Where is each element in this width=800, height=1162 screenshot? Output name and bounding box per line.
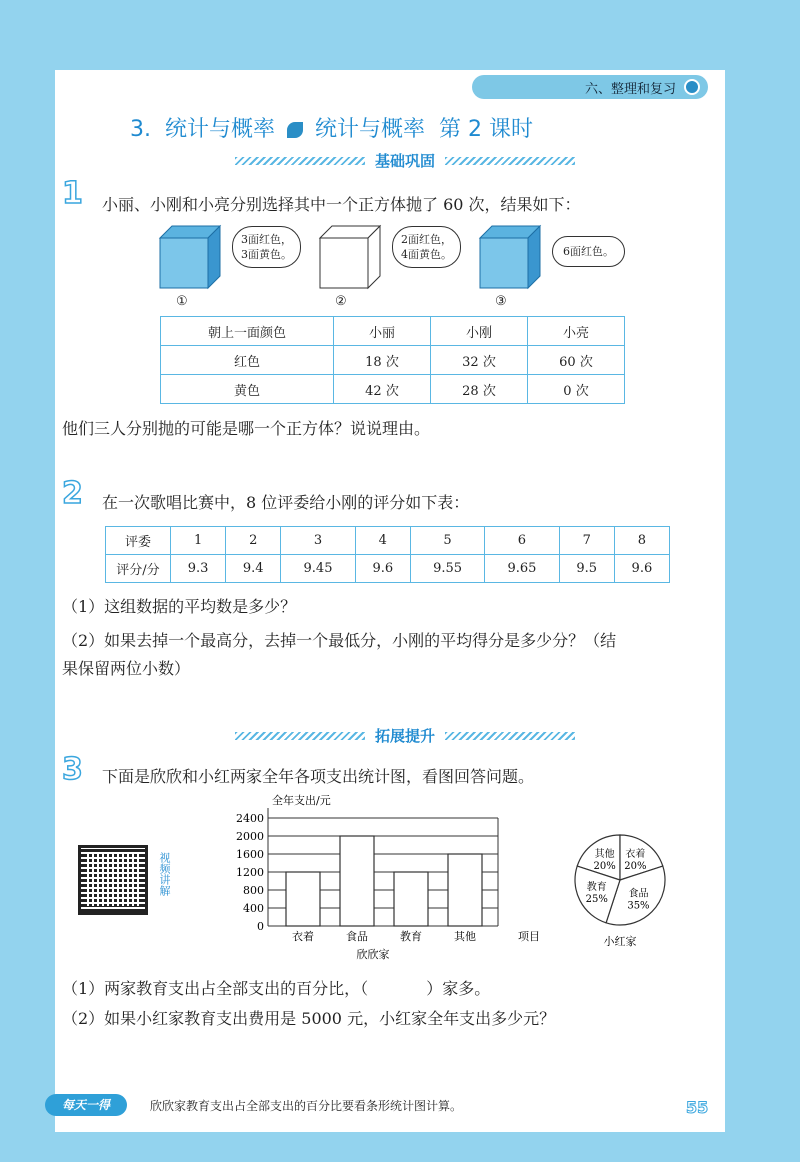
- bar: [340, 836, 374, 926]
- table-cell: 2: [226, 527, 281, 555]
- pie-slice-pct: 20%: [593, 860, 616, 872]
- cube-3-label: ③: [495, 294, 507, 309]
- table-header-row: [161, 317, 625, 346]
- table-row-scores: [106, 555, 670, 583]
- chapter-tab: [472, 75, 708, 99]
- table-cell: 28 次: [431, 375, 528, 404]
- footer-tip: 欣欣家教育支出占全部支出的百分比要看条形统计图计算。: [150, 1099, 463, 1113]
- table-cell: 9.55: [410, 555, 484, 583]
- divider-left: [235, 732, 365, 740]
- table-cell: 4: [355, 527, 410, 555]
- qr-label: 视频讲解: [158, 852, 171, 896]
- pie-slice-pct: 35%: [627, 900, 650, 912]
- divider-right: [445, 732, 575, 740]
- title-subtopic: 统计与概率: [315, 117, 426, 142]
- table-cell: 7: [559, 527, 614, 555]
- question-3-sub1-tail: ）家多。: [426, 979, 491, 998]
- table-cell: 9.6: [614, 555, 669, 583]
- section-basic: [225, 150, 585, 171]
- section-basic-label: 基础巩固: [375, 152, 436, 170]
- cube-1-bubble: [232, 226, 301, 268]
- table-cell: 9.6: [355, 555, 410, 583]
- cube-1: [158, 224, 222, 290]
- question-1-text: 小丽、小刚和小亮分别选择其中一个正方体抛了 60 次，结果如下：: [102, 195, 581, 214]
- table-cell: 红色: [161, 346, 334, 375]
- question-3-sub1-text: （1）两家教育支出占全部支出的百分比，（: [62, 979, 369, 998]
- table-row-judges: [106, 527, 670, 555]
- y-axis-label: 全年支出/元: [272, 794, 331, 807]
- divider-right: [445, 157, 575, 165]
- table-scores: [105, 526, 670, 583]
- y-tick-label: 0: [257, 920, 264, 933]
- x-tick-label: 食品: [346, 930, 368, 943]
- bar: [394, 872, 428, 926]
- cube-3-bubble: [552, 236, 625, 267]
- table-cube-results: [160, 316, 625, 404]
- bubble-line: 2面红色，: [401, 233, 452, 246]
- table-cell: 18 次: [334, 346, 431, 375]
- table-cell: 5: [410, 527, 484, 555]
- question-2-sub1: （1）这组数据的平均数是多少？: [62, 597, 297, 616]
- bubble-line: 3面红色，: [241, 233, 292, 246]
- pie-slice-pct: 20%: [624, 860, 647, 872]
- y-tick-label: 400: [243, 902, 264, 915]
- cube-2-label: ②: [335, 294, 347, 309]
- bar: [448, 854, 482, 926]
- table-cell: 小丽: [334, 317, 431, 346]
- pie-slice-label: 食品: [628, 888, 649, 900]
- cube-2: [318, 224, 382, 290]
- section-extend-label: 拓展提升: [375, 727, 436, 745]
- question-2-sub2: （2）如果去掉一个最高分，去掉一个最低分，小刚的平均得分是多少分？（结: [62, 631, 617, 650]
- table-cell: 0 次: [528, 375, 625, 404]
- question-2-sub2-cont: 果保留两位小数）: [62, 659, 191, 678]
- page-title: [130, 112, 690, 143]
- table-cell: 小刚: [431, 317, 528, 346]
- table-cell: 9.3: [171, 555, 226, 583]
- question-2-text: 在一次歌唱比赛中，8 位评委给小刚的评分如下表：: [102, 493, 470, 512]
- divider-left: [235, 157, 365, 165]
- x-axis-label: 项目: [518, 930, 540, 943]
- table-cell: 9.45: [281, 555, 355, 583]
- table-cell: 朝上一面颜色: [161, 317, 334, 346]
- table-cell: 评分/分: [106, 555, 171, 583]
- question-2-number: 2: [62, 476, 83, 511]
- table-cell: 小亮: [528, 317, 625, 346]
- pie-caption: 小红家: [603, 935, 637, 948]
- question-3-number: 3: [62, 752, 83, 787]
- title-lesson: 第 2 课时: [439, 117, 534, 142]
- chart-caption: 欣欣家: [356, 948, 390, 961]
- y-tick-label: 1200: [236, 866, 264, 879]
- y-tick-label: 2400: [236, 812, 264, 825]
- x-tick-label: 教育: [400, 930, 422, 943]
- table-cell: 1: [171, 527, 226, 555]
- chapter-label: 六、整理和复习: [584, 81, 676, 97]
- table-cell: 32 次: [431, 346, 528, 375]
- page-number: 55: [686, 1098, 709, 1117]
- bar-chart: [220, 786, 540, 966]
- pie-slice-label: 衣着: [625, 848, 646, 860]
- question-3-text: 下面是欣欣和小红两家全年各项支出统计图，看图回答问题。: [102, 767, 535, 786]
- table-cell: 黄色: [161, 375, 334, 404]
- question-3-sub2: （2）如果小红家教育支出费用是 5000 元，小红家全年支出多少元？: [62, 1009, 556, 1028]
- pie-chart: [565, 830, 705, 965]
- footer-badge: 每天一得: [45, 1094, 127, 1116]
- table-row: [161, 346, 625, 375]
- pie-slice-pct: 25%: [585, 893, 608, 905]
- pie-slice-label: 其他: [594, 848, 615, 860]
- y-tick-label: 800: [243, 884, 264, 897]
- x-tick-label: 衣着: [292, 930, 314, 943]
- qr-code[interactable]: [78, 845, 148, 915]
- table-cell: 8: [614, 527, 669, 555]
- question-1-number: 1: [62, 176, 83, 211]
- table-cell: 9.5: [559, 555, 614, 583]
- table-row: [161, 375, 625, 404]
- table-cell: 3: [281, 527, 355, 555]
- table-cell: 42 次: [334, 375, 431, 404]
- table-cell: 评委: [106, 527, 171, 555]
- chapter-dot-icon: [684, 79, 700, 95]
- title-topic: 统计与概率: [165, 117, 276, 142]
- title-number: 3.: [130, 117, 151, 142]
- leaf-icon: [287, 122, 303, 138]
- y-tick-label: 2000: [236, 830, 264, 843]
- pie-slice-label: 教育: [586, 881, 607, 893]
- section-extend: [225, 725, 585, 746]
- bubble-line: 6面红色。: [563, 245, 614, 258]
- question-1-ask: 他们三人分别抛的可能是哪一个正方体？说说理由。: [62, 419, 431, 438]
- cube-3: [478, 224, 542, 290]
- table-cell: 9.65: [485, 555, 559, 583]
- x-tick-label: 其他: [454, 930, 476, 943]
- bubble-line: 4面黄色。: [401, 248, 452, 261]
- bubble-line: 3面黄色。: [241, 248, 292, 261]
- table-cell: 60 次: [528, 346, 625, 375]
- cube-1-label: ①: [176, 294, 188, 309]
- bar: [286, 872, 320, 926]
- cube-2-bubble: [392, 226, 461, 268]
- question-3-sub1: [62, 976, 490, 999]
- table-cell: 9.4: [226, 555, 281, 583]
- y-tick-label: 1600: [236, 848, 264, 861]
- table-cell: 6: [485, 527, 559, 555]
